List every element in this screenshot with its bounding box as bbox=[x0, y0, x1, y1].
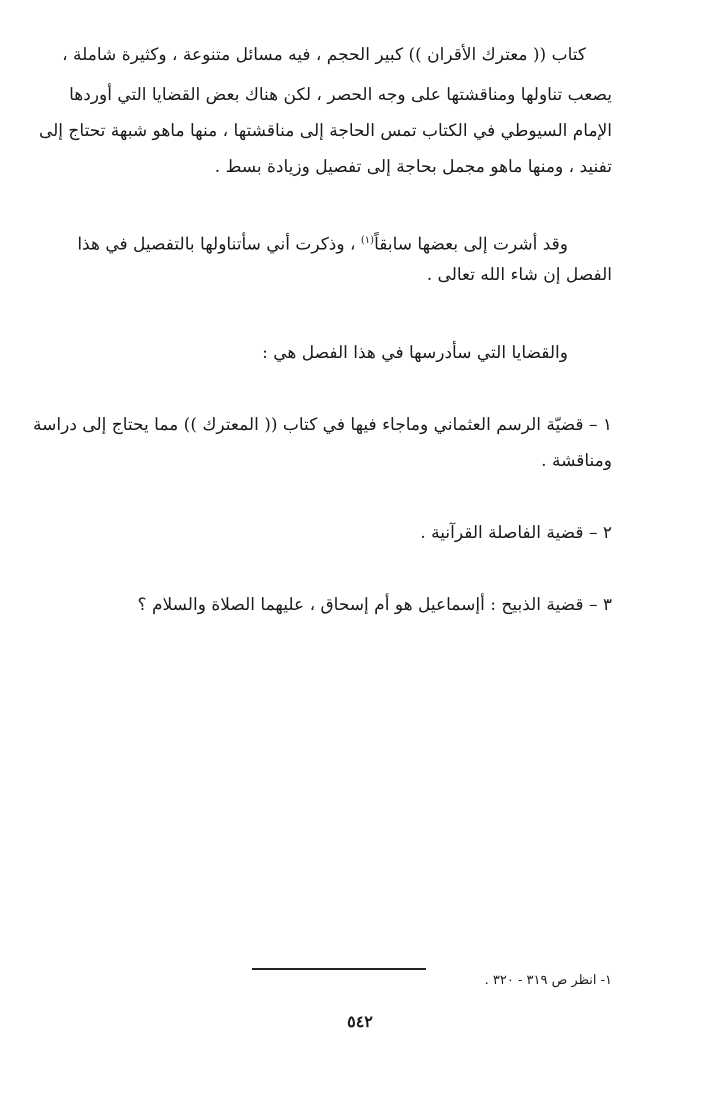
page-number: ٥٤٢ bbox=[347, 1012, 373, 1031]
paragraph-1-line-4: تفنيد ، ومنها ماهو مجمل بحاجة إلى تفصيل وزيادة بسط . bbox=[214, 157, 612, 177]
footnote-marker: (١) bbox=[360, 235, 375, 246]
paragraph-2-text-before-note: وقد أشرت إلى بعضها سابقاً bbox=[374, 234, 568, 255]
paragraph-2-text-after-note: ، وذكرت أني سأتناولها بالتفصيل في هذا bbox=[77, 234, 361, 255]
footnote-separator bbox=[252, 968, 426, 970]
paragraph-3-line-1: والقضايا التي سأدرسها في هذا الفصل هي : bbox=[262, 343, 568, 363]
list-item-2: ٢ – قضية الفاصلة القرآنية . bbox=[420, 523, 612, 543]
list-item-1-line-2: ومناقشة . bbox=[541, 451, 612, 471]
footnote: ١- انظر ص ٣١٩ - ٣٢٠ . bbox=[484, 973, 612, 988]
paragraph-1-line-3: الإمام السيوطي في الكتاب تمس الحاجة إلى مناقشتها ، منها ماهو شبهة تحتاج إلى bbox=[38, 121, 612, 141]
list-item-1-line-1: ١ – قضيّة الرسم العثماني وماجاء فيها في كتاب (( المعترك )) مما يحتاج إلى دراسة bbox=[33, 415, 612, 435]
paragraph-1-line-2: يصعب تناولها ومناقشتها على وجه الحصر ، لكن هناك بعض القضايا التي أوردها bbox=[69, 85, 612, 105]
paragraph-2-line-1 bbox=[77, 230, 568, 256]
paragraph-1-line-1: كتاب (( معترك الأقران )) كبير الحجم ، فيه مسائل متنوعة ، وكثيرة شاملة ، bbox=[62, 45, 586, 65]
paragraph-2-line-2: الفصل إن شاء الله تعالى . bbox=[426, 265, 612, 285]
list-item-3: ٣ – قضية الذبيح : أإسماعيل هو أم إسحاق ، عليهما الصلاة والسلام ؟ bbox=[137, 595, 612, 615]
